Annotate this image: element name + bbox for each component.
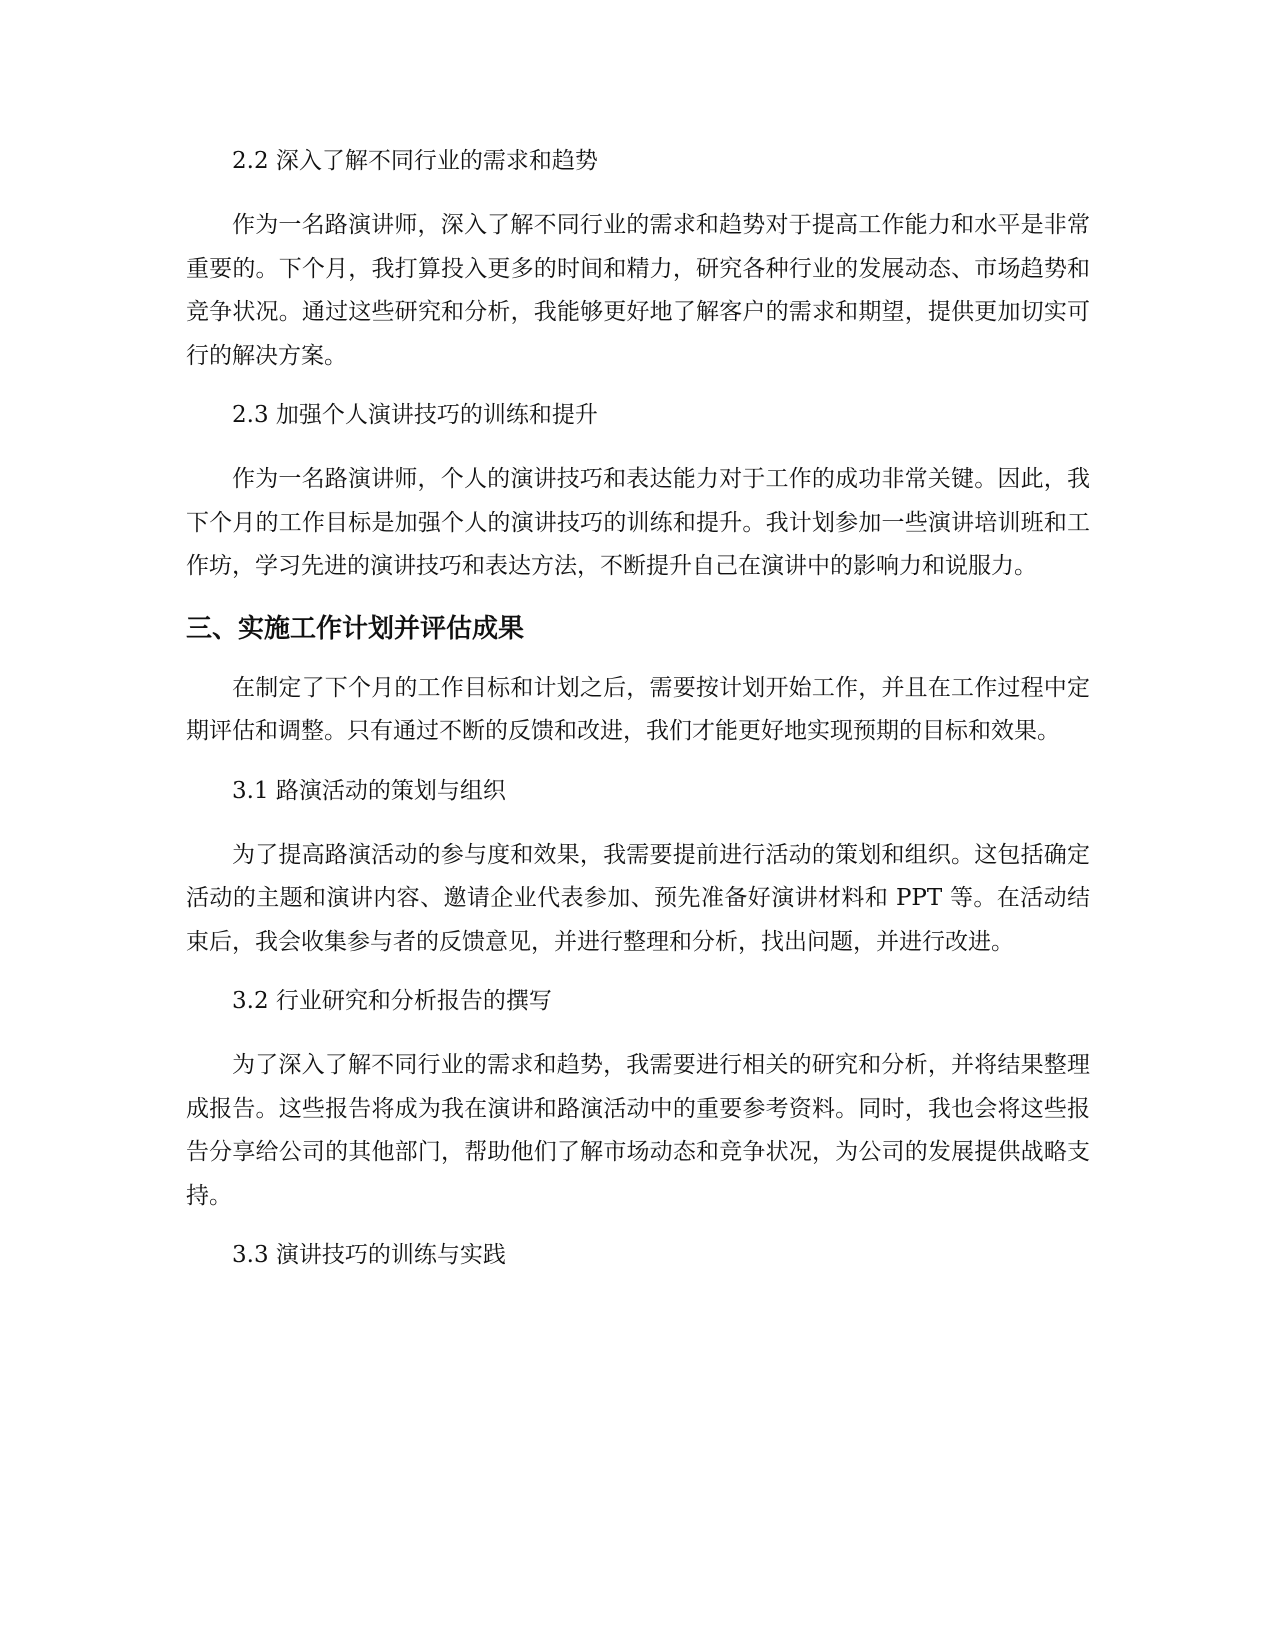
paragraph-3-intro: 在制定了下个月的工作目标和计划之后，需要按计划开始工作，并且在工作过程中定期评估和调整。只有通过不断的反馈和改进，我们才能更好地实现预期的目标和效果。 [186, 674, 1090, 744]
subheading-3-2: 3.2 行业研究和分析报告的撰写 [232, 988, 552, 1014]
paragraph-3-1: 为了提高路演活动的参与度和效果，我需要提前进行活动的策划和组织。这包括确定活动的主题和演讲内容、邀请企业代表参加、预先准备好演讲材料和 PPT 等。在活动结束后，我会收集参与者的反馈意见，并进行整理和分析，找出问题，并进行改进。 [186, 841, 1090, 955]
paragraph-2-3: 作为一名路演讲师，个人的演讲技巧和表达能力对于工作的成功非常关键。因此，我下个月的工作目标是加强个人的演讲技巧的训练和提升。我计划参加一些演讲培训班和工作坊，学习先进的演讲技巧和表达方法，不断提升自己在演讲中的影响力和说服力。 [186, 466, 1090, 579]
subheading-3-1: 3.1 路演活动的策划与组织 [232, 777, 506, 804]
document-body [186, 146, 1090, 1298]
subheading-2-2: 2.2 深入了解不同行业的需求和趋势 [232, 148, 598, 174]
subheading-3-3: 3.3 演讲技巧的训练与实践 [232, 1242, 506, 1268]
section-heading-3: 三、实施工作计划并评估成果 [186, 613, 525, 644]
paragraph-3-2: 为了深入了解不同行业的需求和趋势，我需要进行相关的研究和分析，并将结果整理成报告。这些报告将成为我在演讲和路演活动中的重要参考资料。同时，我也会将这些报告分享给公司的其他部门，帮助他们了解市场动态和竞争状况，为公司的发展提供战略支持。 [186, 1052, 1090, 1209]
paragraph-2-2: 作为一名路演讲师，深入了解不同行业的需求和趋势对于提高工作能力和水平是非常重要的。下个月，我打算投入更多的时间和精力，研究各种行业的发展动态、市场趋势和竞争状况。通过这些研究和分析，我能够更好地了解客户的需求和期望，提供更加切实可行的解决方案。 [186, 212, 1090, 369]
subheading-2-3: 2.3 加强个人演讲技巧的训练和提升 [232, 402, 598, 428]
